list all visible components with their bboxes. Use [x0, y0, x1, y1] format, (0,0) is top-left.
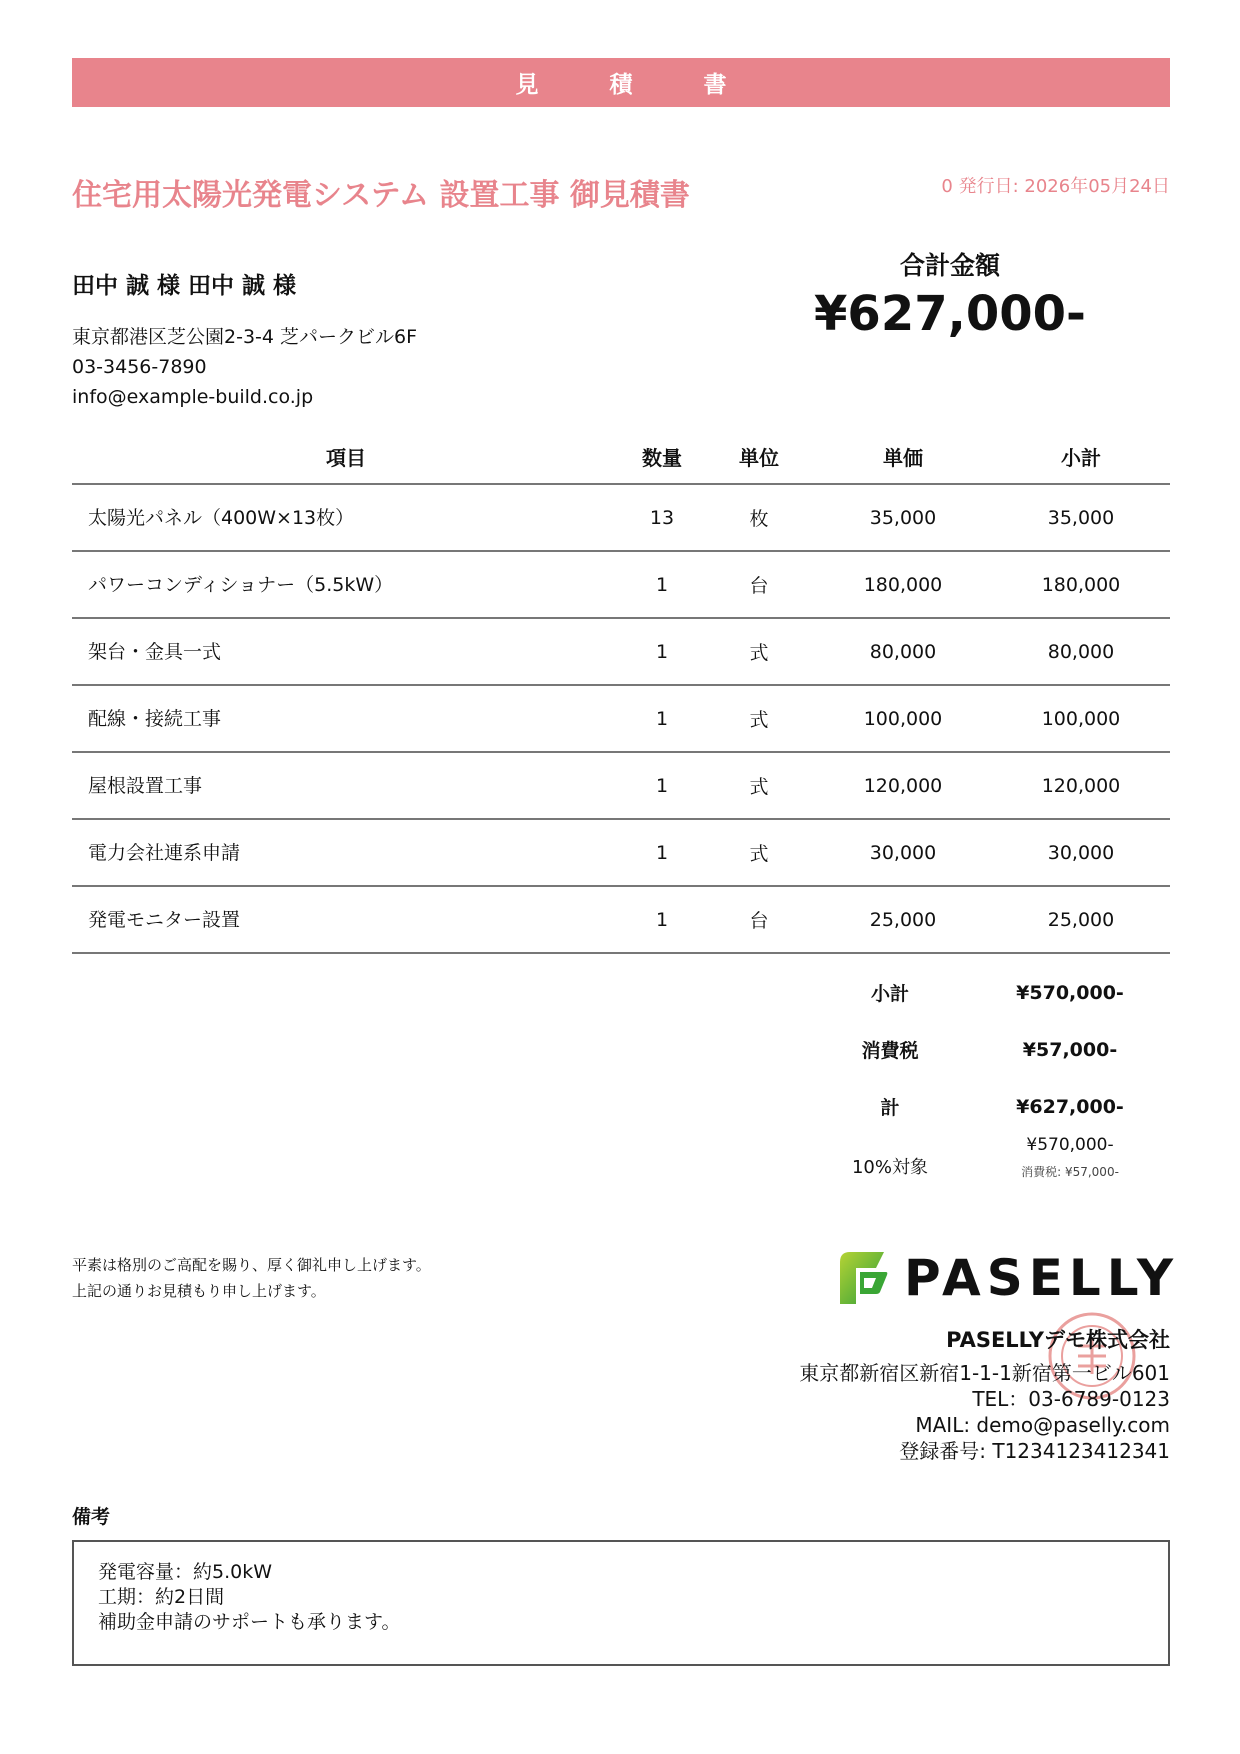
header-qty: 数量 — [620, 430, 704, 484]
item-unit-price: 100,000 — [814, 685, 992, 752]
remarks-box — [72, 1540, 1170, 1666]
item-unit-price: 120,000 — [814, 752, 992, 819]
item-unit: 式 — [704, 685, 814, 752]
item-name: 太陽光パネル（400W×13枚） — [72, 484, 620, 551]
item-qty: 1 — [620, 551, 704, 618]
document-title: 住宅用太陽光発電システム 設置工事 御見積書 — [72, 178, 690, 213]
item-subtotal: 180,000 — [992, 551, 1170, 618]
total-amount-label: 合計金額 — [899, 251, 1000, 280]
tax-value: ¥57,000- — [1022, 1038, 1118, 1061]
title-banner — [72, 58, 1170, 107]
tax-label: 消費税 — [861, 1040, 919, 1062]
item-name: 架台・金具一式 — [72, 618, 620, 685]
tax-rate-row — [800, 1135, 1170, 1180]
item-name: 屋根設置工事 — [72, 752, 620, 819]
total-amount-box — [780, 246, 1120, 342]
client-block — [72, 267, 417, 412]
grand-total-row — [800, 1078, 1170, 1135]
table-header-row — [72, 430, 1170, 484]
item-unit: 台 — [704, 886, 814, 953]
item-unit-price: 80,000 — [814, 618, 992, 685]
subtotal-label: 小計 — [870, 983, 909, 1005]
item-subtotal: 30,000 — [992, 819, 1170, 886]
item-unit: 式 — [704, 618, 814, 685]
item-subtotal: 120,000 — [992, 752, 1170, 819]
remarks-line: 発電容量：約5.0kW — [98, 1561, 273, 1583]
table-row — [72, 484, 1170, 551]
remarks-line: 補助金申請のサポートも承ります。 — [98, 1611, 401, 1633]
company-name: PASELLYデモ株式会社 — [946, 1328, 1170, 1352]
item-qty: 1 — [620, 886, 704, 953]
remarks-label: 備考 — [72, 1506, 111, 1528]
item-unit: 台 — [704, 551, 814, 618]
subtotal-value: ¥570,000- — [1016, 981, 1124, 1004]
header-item: 項目 — [72, 430, 620, 484]
summary-block — [800, 964, 1170, 1180]
item-unit: 枚 — [704, 484, 814, 551]
tax-rate-base: ¥570,000- — [1026, 1135, 1114, 1155]
tax-rate-values — [980, 1135, 1160, 1180]
item-unit-price: 180,000 — [814, 551, 992, 618]
grand-total-value: ¥627,000- — [1016, 1095, 1124, 1118]
table-row — [72, 752, 1170, 819]
banner-text: 見 積 書 — [515, 72, 751, 98]
logo-wordmark: PASELLY — [904, 1249, 1180, 1307]
company-address: 東京都新宿区新宿1-1-1新宿第一ビル601 — [799, 1361, 1170, 1385]
greeting-text — [72, 1252, 431, 1304]
table-row — [72, 819, 1170, 886]
items-table — [72, 430, 1170, 954]
item-subtotal: 35,000 — [992, 484, 1170, 551]
table-row — [72, 618, 1170, 685]
item-unit: 式 — [704, 819, 814, 886]
item-qty: 1 — [620, 819, 704, 886]
client-phone: 03-3456-7890 — [72, 356, 207, 378]
item-name: パワーコンディショナー（5.5kW） — [72, 551, 620, 618]
company-tel: TEL：03-6789-0123 — [972, 1387, 1170, 1411]
item-name: 発電モニター設置 — [72, 886, 620, 953]
item-name: 電力会社連系申請 — [72, 819, 620, 886]
paselly-logo-icon — [836, 1248, 890, 1308]
subtotal-row — [800, 964, 1170, 1021]
header-unit: 単位 — [704, 430, 814, 484]
item-name: 配線・接続工事 — [72, 685, 620, 752]
client-name: 田中 誠 様 田中 誠 様 — [72, 273, 297, 299]
item-subtotal: 25,000 — [992, 886, 1170, 953]
item-qty: 1 — [620, 685, 704, 752]
item-unit-price: 35,000 — [814, 484, 992, 551]
tax-row — [800, 1021, 1170, 1078]
item-qty: 1 — [620, 618, 704, 685]
table-row — [72, 886, 1170, 953]
company-info — [799, 1324, 1170, 1464]
header-unit-price: 単価 — [814, 430, 992, 484]
grand-total-label: 計 — [880, 1097, 900, 1119]
tax-rate-label: 10%対象 — [851, 1157, 928, 1178]
company-logo — [836, 1248, 1179, 1308]
greeting-line: 上記の通りお見積もり申し上げます。 — [72, 1282, 326, 1300]
item-unit: 式 — [704, 752, 814, 819]
greeting-line: 平素は格別のご高配を賜り、厚く御礼申し上げます。 — [72, 1256, 431, 1274]
item-unit-price: 30,000 — [814, 819, 992, 886]
header-subtotal: 小計 — [992, 430, 1170, 484]
issue-date: 0 発行日: 2026年05月24日 — [941, 176, 1170, 197]
remarks-line: 工期：約2日間 — [98, 1586, 225, 1608]
tax-rate-amount: 消費税: ¥57,000- — [1021, 1165, 1119, 1179]
item-subtotal: 80,000 — [992, 618, 1170, 685]
company-registration: 登録番号: T1234123412341 — [899, 1439, 1170, 1463]
item-unit-price: 25,000 — [814, 886, 992, 953]
client-address: 東京都港区芝公園2-3-4 芝パークビル6F — [72, 326, 418, 348]
item-qty: 13 — [620, 484, 704, 551]
client-email: info@example-build.co.jp — [72, 386, 314, 408]
company-mail: MAIL: demo@paselly.com — [915, 1413, 1170, 1437]
table-row — [72, 685, 1170, 752]
table-row — [72, 551, 1170, 618]
item-subtotal: 100,000 — [992, 685, 1170, 752]
item-qty: 1 — [620, 752, 704, 819]
total-amount-value: ¥627,000- — [814, 286, 1086, 342]
